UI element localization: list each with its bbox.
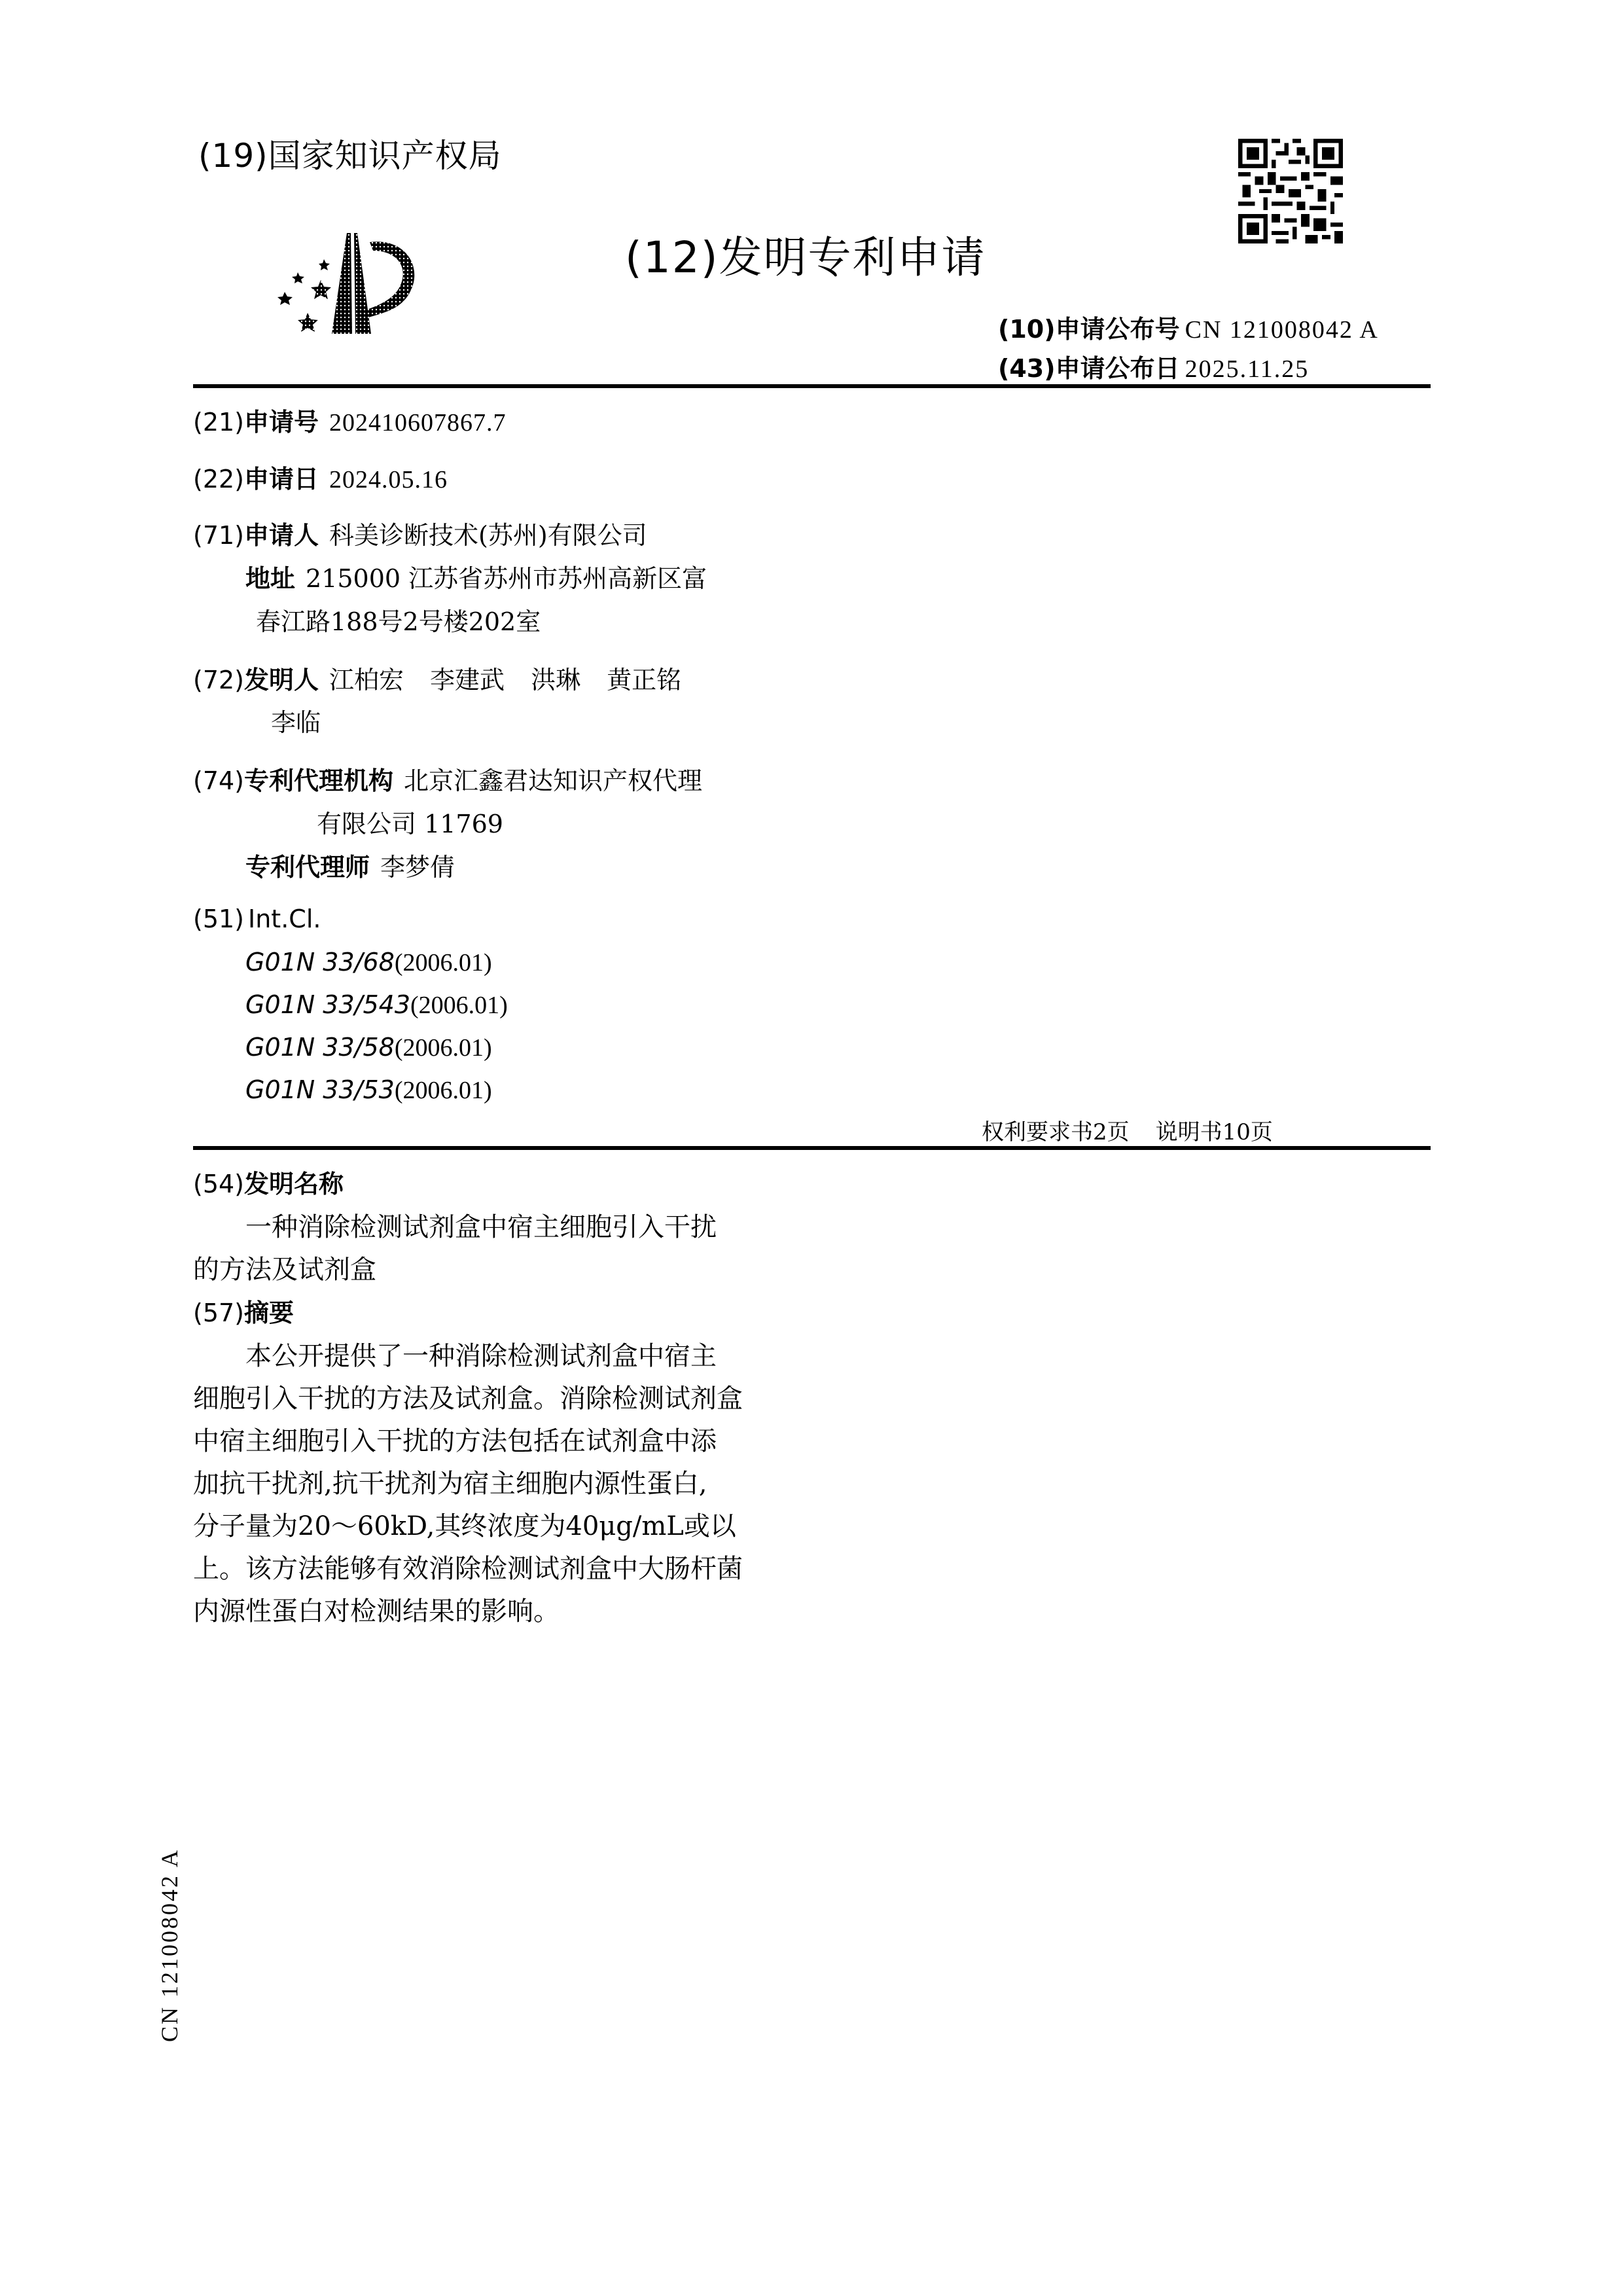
publication-number-row <box>998 309 1379 345</box>
field-label: 发明人 <box>244 666 319 694</box>
applicant-name: 科美诊断技术(苏州)有限公司 <box>329 521 647 550</box>
description-page-count: 说明书10页 <box>1155 1119 1273 1145</box>
field-label: Int.Cl. <box>248 905 321 933</box>
patent-agent-field <box>245 847 455 883</box>
field-code: (71) <box>193 521 245 550</box>
field-code: (72) <box>193 666 245 694</box>
abstract-line: 中宿主细胞引入干扰的方法包括在试剂盒中添 <box>193 1426 717 1456</box>
ipc-class-row <box>245 1075 492 1105</box>
ipc-class: G01N 33/58 <box>245 1033 395 1062</box>
field-code: (57) <box>193 1299 245 1327</box>
inventor-name: 李建武 <box>430 666 505 694</box>
publication-number: CN 121008042 A <box>1185 316 1379 344</box>
publication-date-row <box>998 348 1309 384</box>
abstract-line: 分子量为20～60kD,其终浓度为40μg/mL或以 <box>193 1511 736 1541</box>
field-code: (22) <box>193 465 245 493</box>
invention-title-line-1: 一种消除检测试剂盒中宿主细胞引入干扰 <box>245 1212 717 1242</box>
ipc-version: (2006.01) <box>394 1034 492 1062</box>
inventors-field <box>193 660 681 696</box>
inventor-name: 江柏宏 <box>329 666 404 694</box>
agent-label: 专利代理师 <box>245 853 370 882</box>
publication-date-label: (43)申请公布日 <box>998 354 1180 383</box>
invention-title-line-2: 的方法及试剂盒 <box>193 1255 376 1285</box>
field-label: 摘要 <box>244 1299 294 1327</box>
publication-date: 2025.11.25 <box>1185 355 1310 383</box>
ipc-class: G01N 33/68 <box>245 948 395 977</box>
field-code: (51) <box>193 905 245 933</box>
inventor-name: 李临 <box>271 708 321 737</box>
field-label: 申请号 <box>244 408 319 437</box>
ipc-class-row <box>245 948 492 977</box>
invention-title-heading <box>193 1164 344 1200</box>
ipc-field <box>193 905 321 934</box>
page-counts <box>982 1114 1273 1146</box>
application-number-field <box>193 402 507 438</box>
document-type-title: (12)发明专利申请 <box>625 232 986 283</box>
inventor-name: 黄正铭 <box>607 666 682 694</box>
applicant-field <box>193 515 647 551</box>
field-label: 发明名称 <box>244 1170 344 1198</box>
qr-code-icon[interactable] <box>1238 139 1343 243</box>
ipc-version: (2006.01) <box>410 992 508 1019</box>
ipc-class-row <box>245 990 508 1020</box>
claims-page-count: 权利要求书2页 <box>982 1119 1130 1145</box>
ipc-class-row <box>245 1033 492 1062</box>
abstract-line: 上。该方法能够有效消除检测试剂盒中大肠杆菌 <box>193 1554 743 1584</box>
abstract-line: 加抗干扰剂,抗干扰剂为宿主细胞内源性蛋白, <box>193 1469 707 1499</box>
vertical-publication-number: CN 121008042 A <box>156 1848 183 2042</box>
publication-number-label: (10)申请公布号 <box>998 315 1180 344</box>
section-divider <box>193 1146 1431 1150</box>
field-code: (74) <box>193 766 245 795</box>
filing-date-field <box>193 459 448 495</box>
ipc-version: (2006.01) <box>394 1077 492 1104</box>
address-line-1: 215000 江苏省苏州市苏州高新区富 <box>306 564 707 593</box>
patent-agency-field <box>193 761 702 797</box>
address-line-2: 春江路188号2号楼202室 <box>256 607 541 636</box>
filing-date: 2024.05.16 <box>329 466 448 493</box>
address-label: 地址 <box>245 564 296 593</box>
application-number: 202410607867.7 <box>329 409 507 437</box>
issuing-office: (19)国家知识产权局 <box>198 137 502 175</box>
ipc-class: G01N 33/543 <box>245 990 410 1019</box>
field-label: 申请人 <box>244 521 319 550</box>
ipc-class: G01N 33/53 <box>245 1075 395 1104</box>
applicant-address-field <box>245 558 707 594</box>
cnipa-logo-icon <box>268 221 425 339</box>
field-label: 专利代理机构 <box>244 766 394 795</box>
field-code: (54) <box>193 1170 245 1198</box>
abstract-line: 内源性蛋白对检测结果的影响。 <box>193 1596 560 1626</box>
abstract-line: 本公开提供了一种消除检测试剂盒中宿主 <box>245 1341 717 1371</box>
abstract-heading <box>193 1293 294 1329</box>
agent-name: 李梦倩 <box>380 853 455 882</box>
field-code: (21) <box>193 408 245 437</box>
inventor-name: 洪琳 <box>531 666 581 694</box>
abstract-line: 细胞引入干扰的方法及试剂盒。消除检测试剂盒 <box>193 1384 743 1414</box>
header-divider <box>193 384 1431 388</box>
ipc-version: (2006.01) <box>394 949 492 977</box>
agency-name-line-1: 北京汇鑫君达知识产权代理 <box>404 766 703 795</box>
field-label: 申请日 <box>244 465 319 493</box>
agency-name-line-2: 有限公司 11769 <box>317 810 503 838</box>
